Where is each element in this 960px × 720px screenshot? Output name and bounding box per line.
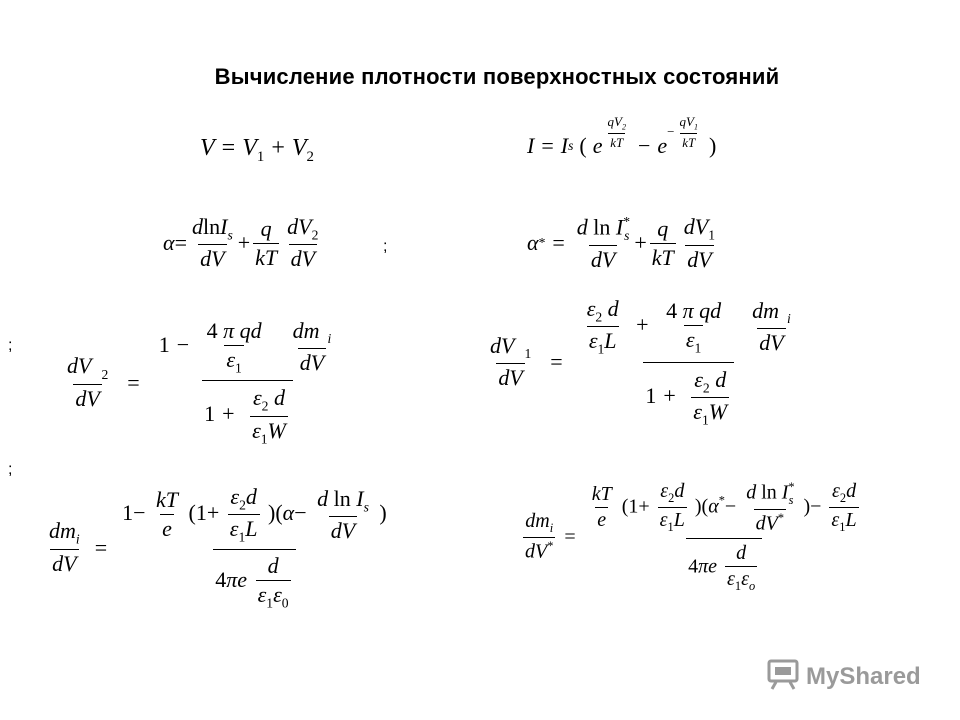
separator-semicolon-1: ; (383, 238, 388, 255)
watermark-text: MyShared (806, 662, 921, 690)
separator-semicolon-3: ; (8, 461, 13, 478)
equation-alpha-star: α * = $\frac{d \ln I^*_s}{dV}$ + $\frac{q}{kT}$ $\frac{dV_1}{dV}$ (527, 214, 716, 272)
page-title: Вычисление плотности поверхностных состояний (214, 64, 780, 89)
presentation-board-icon (766, 656, 806, 697)
equation-dv2-dv: $\frac{dV _2}{dV}$ = 1 − $\frac{\text{4 π qd}}{\varepsilon_1}$ $\frac{dm _i}{dV}$ 1 + $\frac{\varepsilon_2 d}{\varepsilon_1W}$ (67, 318, 332, 447)
equation-alpha: α = $\frac{dlnI_s}{dV}$ + $\frac{q}{kT}$ $\frac{dV_2}{dV}$ (163, 214, 319, 272)
separator-semicolon-2: ; (8, 337, 13, 354)
equation-dmi-dv-star: $\frac{dm_i}{dV^*}$ = $\frac{kT}{e}$ (1+ $\frac{\varepsilon_2d}{\varepsilon_1L}$ )(α*− $\frac{d \ln I^*_s}{dV^*}$ )− $\frac{\varepsilon_2d}{\varepsilon_1L}$ 4πe $\frac{d}{\varepsilon_1\varepsilon_o}$ (525, 480, 857, 594)
equation-dv1-dv: $\frac{dV _1}{dV}$ = $\frac{\varepsilon_2 d}{\varepsilon_1L}$ + $\frac{\text{4 π qd}}{\varepsilon_1}$ $\frac{dm _i}{dV}$ 1 + $\frac{\varepsilon_2 d}{\varepsilon_1W}$ (490, 296, 791, 428)
watermark-logo (766, 656, 921, 697)
equation-current: I = I s ( e $\frac{qV_2}{kT}$ − e − $\frac{qV_1}{kT}$ ) (527, 114, 717, 159)
equation-voltage-sum: $V = V_1 + V_2$ (200, 135, 314, 165)
equation-dmi-dv: $\frac{dm_i}{dV}$ = 1− $\frac{kT}{e}$ (1+ $\frac{\varepsilon_2d}{\varepsilon_1L}$ )(α− $\frac{d \ln I_s}{dV}$ ) 4πe $\frac{d}{\varepsilon_1\varepsilon_0}$ (49, 484, 387, 611)
